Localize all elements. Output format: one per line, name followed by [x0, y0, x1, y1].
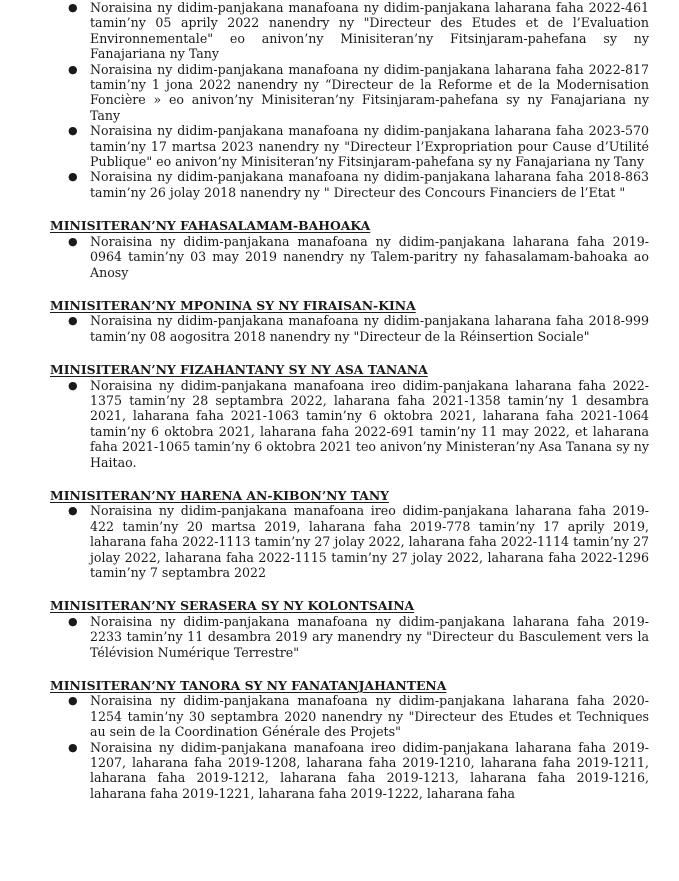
- section-fizahantany: [50, 344, 649, 470]
- bullet-icon: ●: [68, 234, 78, 248]
- section-list: [50, 378, 649, 470]
- bullet-icon: ●: [68, 614, 78, 628]
- bullet-icon: ●: [68, 378, 78, 392]
- section-heading: MINISITERAN’NY TANORA SY NY FANATANJAHANTENA: [50, 678, 447, 694]
- section-heading: MINISITERAN’NY FIZAHANTANY SY NY ASA TANANA: [50, 362, 428, 378]
- section-tanora: [50, 660, 649, 801]
- bullet-icon: ●: [68, 314, 78, 328]
- list-item: ● Noraisina ny didim-panjakana manafoana ny didim-panjakana laharana faha 2022-817 tamin’ny 1 jona 2022 nanendry ny “Directeur de la Reforme et de la Modernisation Foncière » eo anivon’ny Minisiteran’ny Fitsinjaram-pahefana sy ny Fanajariana ny Tany: [68, 61, 649, 123]
- bullet-icon: ●: [68, 504, 78, 518]
- section-list: [50, 693, 649, 801]
- bullet-icon: ●: [68, 740, 78, 754]
- list-item: ● Noraisina ny didim-panjakana manafoana ny didim-panjakana laharana faha 2022-461 tamin’ny 05 aprily 2022 nanendry ny "Directeur des Etudes et de l’Evaluation Environnementale" eo anivon’ny Minisiteran’ny Fitsinjaram-pahefana sy ny Fanajariana ny Tany: [68, 0, 649, 62]
- list-item: ● Noraisina ny didim-panjakana manafoana ireo didim-panjakana laharana faha 2022-1375 tamin’ny 28 septambra 2022, laharana faha 2021-1358 tamin’ny 1 desambra 2021, laharana faha 2021-1063 tamin’ny 6 oktobra 2021, laharana faha 2021-1064 tamin’ny 6 oktobra 2021, laharana faha 2022-691 tamin’ny 11 may 2022, et laharana faha 2021-1065 tamin’ny 6 oktobra 2021 teo anivon’ny Ministeran’ny Asa Tanana sy ny Haitao.: [68, 377, 649, 470]
- section-list: [50, 234, 649, 280]
- list-item: ● Noraisina ny didim-panjakana manafoana ireo didim-panjakana laharana faha 2019-1207, laharana faha 2019-1208, laharana faha 2019-1210, laharana faha 2019-1211, laharana faha 2019-1212, laharana faha 2019-1213, laharana faha 2019-1216, laharana faha 2019-1221, laharana faha 2019-1222, laharana faha: [68, 739, 649, 801]
- section-heading: MINISITERAN’NY HARENA AN-KIBON’NY TANY: [50, 487, 389, 503]
- section-fahasalamam-bahoaka: [50, 200, 649, 280]
- list-item: ● Noraisina ny didim-panjakana manafoana ny didim-panjakana laharana faha 2020-1254 tamin’ny 30 septambra 2020 nanendry ny "Directeur des Etudes et Techniques au sein de la Coordination Générale des Projets": [68, 693, 649, 740]
- bullet-icon: ●: [68, 694, 78, 708]
- list-item: ● Noraisina ny didim-panjakana manafoana ireo didim-panjakana laharana faha 2019-422 tamin’ny 20 martsa 2019, laharana faha 2019-778 tamin’ny 17 aprily 2019, laharana faha 2022-1113 tamin’ny 27 jolay 2022, laharana faha 2022-1114 tamin’ny 27 jolay 2022, laharana faha 2022-1115 tamin’ny 27 jolay 2022, laharana faha 2022-1296 tamin’ny 7 septambra 2022: [68, 503, 649, 580]
- section-heading: MINISITERAN’NY SERASERA SY NY KOLONTSAINA: [50, 598, 415, 614]
- section-serasera: [50, 580, 649, 660]
- bullet-icon: ●: [68, 62, 78, 76]
- list-item: ● Noraisina ny didim-panjakana manafoana ny didim-panjakana laharana faha 2018-999 tamin’ny 08 aogositra 2018 nanendry ny "Directeur de la Réinsertion Sociale": [68, 313, 649, 344]
- bullet-icon: ●: [68, 124, 78, 138]
- bullet-icon: ●: [68, 1, 78, 14]
- list-item: ● Noraisina ny didim-panjakana manafoana ny didim-panjakana laharana faha 2019-2233 tamin’ny 11 desambra 2019 ary manendry ny "Directeur du Basculement vers la Télévision Numérique Terrestre": [68, 613, 649, 660]
- section-list: [50, 313, 649, 344]
- section-list: [50, 503, 649, 580]
- list-item: ● Noraisina ny didim-panjakana manafoana ny didim-panjakana laharana faha 2019-0964 tamin’ny 03 may 2019 nanendry ny Talem-paritry ny fahasalamam-bahoaka ao Anosy: [68, 233, 649, 280]
- bullet-icon: ●: [68, 170, 78, 184]
- list-item: ● Noraisina ny didim-panjakana manafoana ny didim-panjakana laharana faha 2023-570 tamin’ny 17 martsa 2023 nanendry ny "Directeur l’Expropriation pour Cause d’Utilité Publique" eo anivon’ny Minisiteran’ny Fitsinjaram-pahefana sy ny Fanajariana ny Tany: [68, 123, 649, 170]
- section-mponina: [50, 280, 649, 344]
- section-harena: [50, 470, 649, 580]
- section-heading: MINISITERAN’NY MPONINA SY NY FIRAISAN-KINA: [50, 297, 416, 313]
- section-heading: MINISITERAN’NY FAHASALAMAM-BAHOAKA: [50, 218, 371, 234]
- intro-list: [50, 0, 649, 200]
- list-item: ● Noraisina ny didim-panjakana manafoana ny didim-panjakana laharana faha 2018-863 tamin’ny 26 jolay 2018 nanendry ny " Directeur des Concours Financiers de l’Etat ": [68, 169, 649, 200]
- section-list: [50, 614, 649, 660]
